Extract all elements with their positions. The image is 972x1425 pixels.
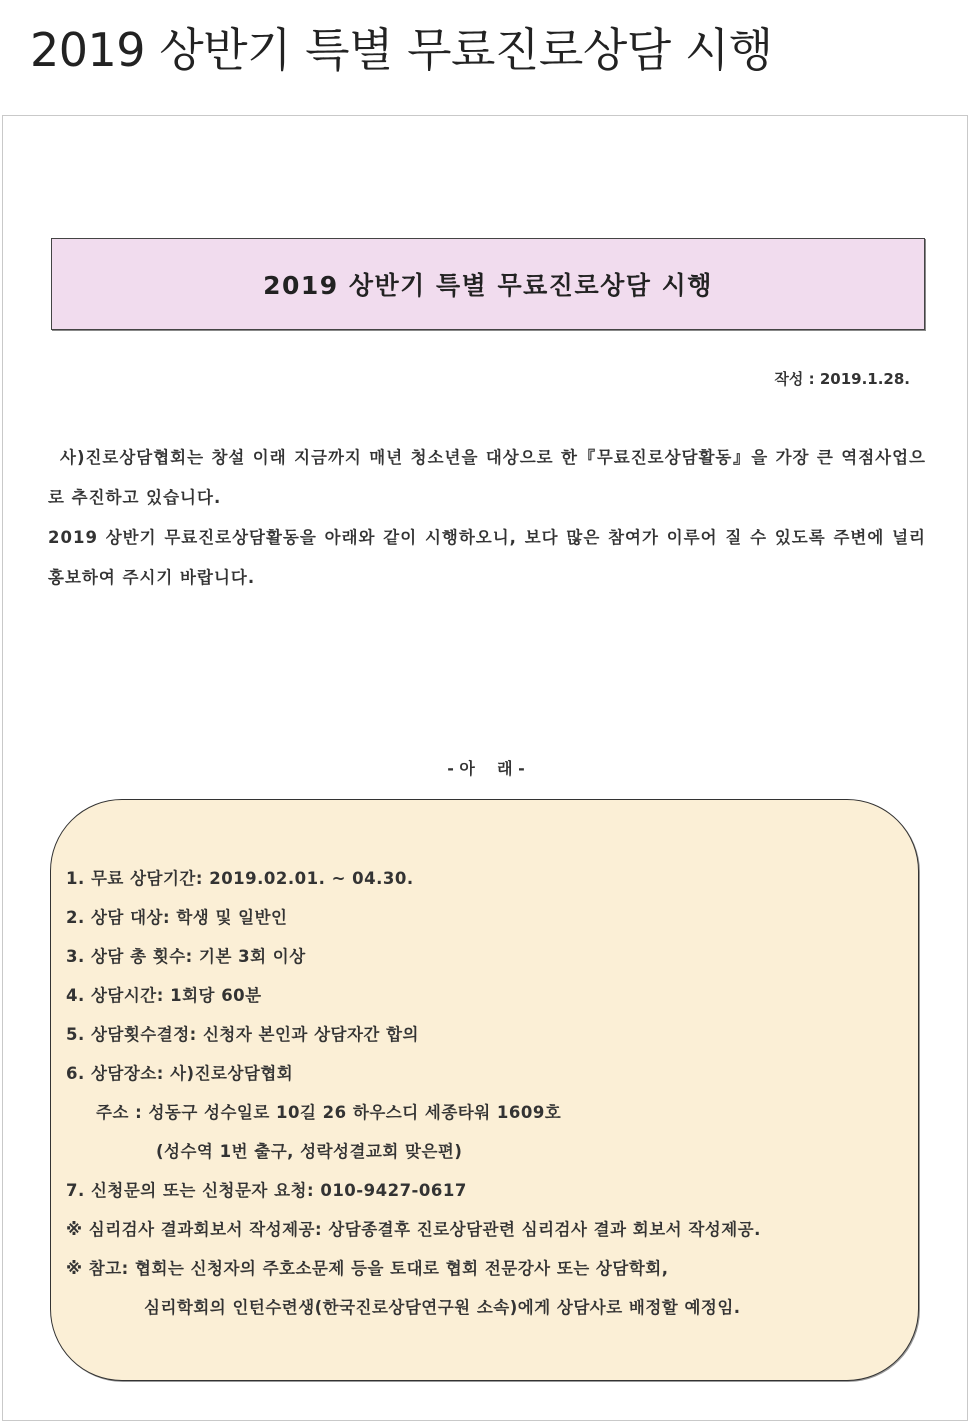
detail-item-period: 1. 무료 상담기간: 2019.02.01. ~ 04.30.: [66, 869, 414, 888]
details-list: [66, 859, 916, 1327]
intro-text: [48, 438, 926, 598]
intro-paragraph-2: 2019 상반기 무료진로상담활동을 아래와 같이 시행하오니, 보다 많은 참여가 이루어 질 수 있도록 주변에 널리 홍보하여 주시기 바랍니다.: [48, 528, 926, 587]
document-date: 작성 : 2019.1.28.: [774, 370, 910, 388]
detail-item-report-note: ※ 심리검사 결과회보서 작성제공: 상담종결후 진로상담관련 심리검사 결과 회보서 작성제공.: [66, 1220, 761, 1239]
document-title: 2019 상반기 특별 무료진로상담 시행: [263, 271, 713, 300]
detail-item-session-decision: 5. 상담횟수결정: 신청자 본인과 상담자간 합의: [66, 1025, 419, 1044]
detail-item-sessions: 3. 상담 총 횟수: 기본 3회 이상: [66, 947, 306, 966]
detail-item-address-note: (성수역 1번 출구, 성락성결교회 맞은편): [156, 1142, 463, 1161]
detail-item-location: 6. 상담장소: 사)진로상담협회: [66, 1064, 294, 1083]
document-title-box: [51, 238, 925, 330]
detail-item-reference-note-cont: 심리학회의 인턴수련생(한국진로상담연구원 소속)에게 상담사로 배정할 예정임.: [144, 1298, 741, 1317]
page-heading: 2019 상반기 특별 무료진로상담 시행: [30, 23, 773, 77]
detail-item-duration: 4. 상담시간: 1회당 60분: [66, 986, 262, 1005]
detail-item-target: 2. 상담 대상: 학생 및 일반인: [66, 908, 288, 927]
intro-paragraph-1: 사)진로상담협회는 창설 이래 지금까지 매년 청소년을 대상으로 한『무료진로상담활동』을 가장 큰 역점사업으로 추진하고 있습니다.: [48, 448, 926, 507]
detail-item-address: 주소 : 성동구 성수일로 10길 26 하우스디 세종타워 1609호: [96, 1103, 562, 1122]
note-label: - 아 래 -: [447, 759, 525, 778]
detail-item-contact: 7. 신청문의 또는 신청문자 요청: 010-9427-0617: [66, 1181, 467, 1200]
detail-item-reference-note: ※ 참고: 협회는 신청자의 주호소문제 등을 토대로 협회 전문강사 또는 상담학회,: [66, 1259, 669, 1278]
